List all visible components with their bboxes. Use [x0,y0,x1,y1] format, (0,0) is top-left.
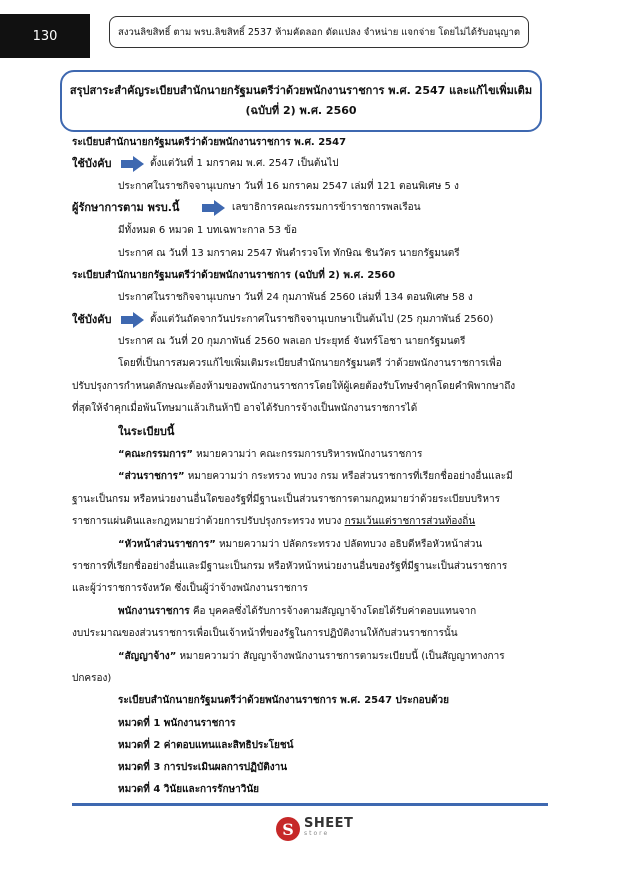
definition-agency-line-3 [72,515,475,529]
footer-divider [72,803,548,806]
logo-sub-text: store [304,830,330,837]
arrow-right-icon [133,312,144,328]
summary-title-box [60,70,542,132]
sheet-store-logo [276,815,353,843]
reg1-announced: ประกาศ ณ วันที่ 13 มกราคม 2547 พันตำรวจโท ทักษิณ ชินวัตร นายกรัฐมนตรี [118,248,460,259]
definition-government-employee [118,605,476,619]
underlined-text: กรมเว้นแต่ราชการส่วนท้องถิ่น [344,516,476,527]
def-text: คือ บุคคลซึ่งได้รับการจ้างตามสัญญาจ้างโดยได้รับค่าตอบแทนจาก [189,606,477,617]
reg1-heading: ระเบียบสำนักนายกรัฐมนตรีว่าด้วยพนักงานราชการ พ.ศ. 2547 [72,137,347,148]
in-this-regulation: ในระเบียบนี้ [118,425,175,438]
reg1-structure: มีทั้งหมด 6 หมวด 1 บทเฉพาะกาล 53 ข้อ [118,225,297,236]
reg2-effective: ตั้งแต่วันถัดจากวันประกาศในราชกิจจานุเบกษาเป็นต้นไป (25 กุมภาพันธ์ 2560) [150,314,494,325]
chapter-item: หมวดที่ 4 วินัยและการรักษาวินัย [118,784,260,795]
definition-agency-head [118,538,482,552]
definition-agency-line-2: ฐานะเป็นกรม หรือหน่วยงานอื่นใดของรัฐที่มีฐานะเป็นส่วนราชการตามกฎหมายว่าด้วยระเบียบบริหาร [72,494,501,505]
def-term: “คณะกรรมการ” [118,449,193,460]
chapter-item: หมวดที่ 1 พนักงานราชการ [118,718,236,729]
chapter-item: หมวดที่ 3 การประเมินผลการปฏิบัติงาน [118,762,288,773]
page-number: 130 [0,14,90,58]
def-term: “หัวหน้าส่วนราชการ” [118,539,216,550]
chapter-item: หมวดที่ 2 ค่าตอบแทนและสิทธิประโยชน์ [118,740,294,751]
logo-wordmark [304,816,354,839]
def-text: ราชการแผ่นดินและกฎหมายว่าด้วยการปรับปรุงกระทรวง ทบวง [72,516,345,527]
def-text: หมายความว่า คณะกรรมการบริหารพนักงานราชการ [192,449,423,460]
reg2-gazette: ประกาศในราชกิจจานุเบกษา วันที่ 24 กุมภาพันธ์ 2560 เล่มที่ 134 ตอนพิเศษ 58 ง [118,292,473,303]
definition-committee [118,448,422,462]
definition-contract [118,650,505,664]
def-term: “สัญญาจ้าง” [118,651,177,662]
composition-heading: ระเบียบสำนักนายกรัฐมนตรีว่าด้วยพนักงานราชการ พ.ศ. 2547 ประกอบด้วย [118,695,449,706]
def-term: “ส่วนราชการ” [118,471,185,482]
reg1-gazette: ประกาศในราชกิจจานุเบกษา วันที่ 16 มกราคม 2547 เล่มที่ 121 ตอนพิเศษ 5 ง [118,181,459,192]
definition-agency [118,470,513,484]
def-text: หมายความว่า สัญญาจ้างพนักงานราชการตามระเบียบนี้ (เป็นสัญญาทางการ [176,651,505,662]
reg1-effective: ตั้งแต่วันที่ 1 มกราคม พ.ศ. 2547 เป็นต้นไป [150,158,339,169]
logo-main-text: SHEET [304,816,354,831]
para1-line-2: ปรับปรุงการกำหนดลักษณะต้องห้ามของพนักงานราชการโดยให้ผู้เคยต้องรับโทษจำคุกโดยคำพิพากษาถึง [72,381,516,392]
reg2-heading: ระเบียบสำนักนายกรัฐมนตรีว่าด้วยพนักงานราชการ (ฉบับที่ 2) พ.ศ. 2560 [72,270,396,281]
para1-line-1: โดยที่เป็นการสมควรแก้ไขเพิ่มเติมระเบียบสำนักนายกรัฐมนตรี ว่าด้วยพนักงานราชการเพื่อ [118,358,502,369]
custodian-label: ผู้รักษาการตาม พรบ.นี้ [72,201,180,214]
definition-agency-head-line-3: และผู้ว่าราชการจังหวัด ซึ่งเป็นผู้ว่าจ้างพนักงานราชการ [72,583,308,594]
reg2-announced: ประกาศ ณ วันที่ 20 กุมภาพันธ์ 2560 พลเอก ประยุทธ์ จันทร์โอชา นายกรัฐมนตรี [118,336,466,347]
definition-agency-head-line-2: ราชการที่เรียกชื่ออย่างอื่นและมีฐานะเป็นกรม หรือหัวหน้าหน่วยงานอื่นของรัฐที่มีฐานะเป็นส่วนราชการ [72,561,508,572]
def-term: พนักงานราชการ [118,606,190,617]
arrow-right-icon [133,156,144,172]
logo-s-icon: S [276,817,300,841]
definition-contract-line-2: ปกครอง) [72,673,112,684]
def-text: หมายความว่า กระทรวง ทบวง กรม หรือส่วนราชการที่เรียกชื่ออย่างอื่นและมี [184,471,513,482]
effective-label-1: ใช้บังคับ [72,157,112,170]
title-line-1: สรุปสาระสำคัญระเบียบสำนักนายกรัฐมนตรีว่าด้วยพนักงานราชการ พ.ศ. 2547 และแก้ไขเพิ่มเติม [69,84,533,97]
effective-label-2: ใช้บังคับ [72,313,112,326]
definition-government-employee-line-2: งบประมาณของส่วนราชการเพื่อเป็นเจ้าหน้าที่ของรัฐในการปฏิบัติงานให้กับส่วนราชการนั้น [72,628,458,639]
title-line-2: (ฉบับที่ 2) พ.ศ. 2560 [245,104,357,117]
copyright-notice: สงวนลิขสิทธิ์ ตาม พรบ.ลิขสิทธิ์ 2537 ห้ามคัดลอก ดัดแปลง จำหน่าย แจกจ่าย โดยไม่ได้รับอนุญาต [109,16,529,48]
def-text: หมายความว่า ปลัดกระทรวง ปลัดทบวง อธิบดีหรือหัวหน้าส่วน [215,539,483,550]
custodian-value: เลขาธิการคณะกรรมการข้าราชการพลเรือน [232,202,421,213]
arrow-right-icon [214,200,225,216]
para1-line-3: ที่สุดให้จำคุกเมื่อพ้นโทษมาแล้วเกินห้าปี อาจได้รับการจ้างเป็นพนักงานราชการได้ [72,403,418,414]
